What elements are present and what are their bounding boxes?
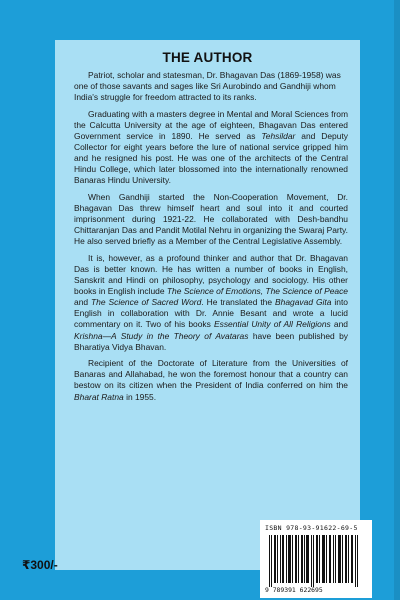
isbn-label: ISBN 978-93-91622-69-5 bbox=[265, 524, 358, 532]
bio-paragraph-5: Recipient of the Doctorate of Literature from the Universities of Banaras and Allahabad, he won the foremost honour that a country can bestow on its citizen when the President of India conferred on him the Bharat Ratna in 1955. bbox=[74, 358, 348, 402]
section-heading: THE AUTHOR bbox=[162, 50, 253, 65]
author-bio bbox=[74, 70, 348, 408]
spine-edge bbox=[394, 0, 400, 600]
isbn-barcode bbox=[260, 520, 372, 598]
bio-paragraph-1: Patriot, scholar and statesman, Dr. Bhagavan Das (1869-1958) was one of those savants and sages like Sri Aurobindo and Gandhiji whom India's struggle for freedom attracted to its ranks. bbox=[74, 70, 341, 103]
barcode-bars bbox=[265, 535, 365, 587]
bio-paragraph-2: Graduating with a masters degree in Mental and Moral Sciences from the Calcutta University at the age of eighteen, Bhagavan Das entered Government service in 1890. He served as Tehsildar and Deputy Collector for eight years before the lure of national service gripped him and he resigned his post. He was one of the architects of the Central Hindu College, which later blossomed into the internationally renowned Banaras Hindu University. bbox=[74, 108, 349, 186]
bio-paragraph-3: When Gandhiji started the Non-Cooperation Movement, Dr. Bhagavan Das threw himself heart and soul into it and courted imprisonment during 1921-22. He collaborated with Desh-bandhu Chittaranjan Das and Pandit Motilal Nehru in organizing the Swaraj Party. He also served briefly as a Member of the Central Legislative Assembly. bbox=[74, 191, 348, 247]
bio-paragraph-4: It is, however, as a profound thinker and author that Dr. Bhagavan Das is better known. He has written a number of books in English, Sanskrit and Hindi on philosophy, psychology and sociology. His other books in English include The Science of Emotions, The Science of Peace and The Science of Sacred Word. He translated the Bhagavad Gita into English in collaboration with Dr. Annie Besant and wrote a lucid commentary on it. Two of his books Essential Unity of All Religions and Krishna—A Study in the Theory of Avataras have been published by Bharatiya Vidya Bhavan. bbox=[74, 252, 349, 352]
barcode-number: 9 789391 622695 bbox=[265, 586, 323, 594]
price-label: ₹300/- bbox=[22, 558, 58, 572]
